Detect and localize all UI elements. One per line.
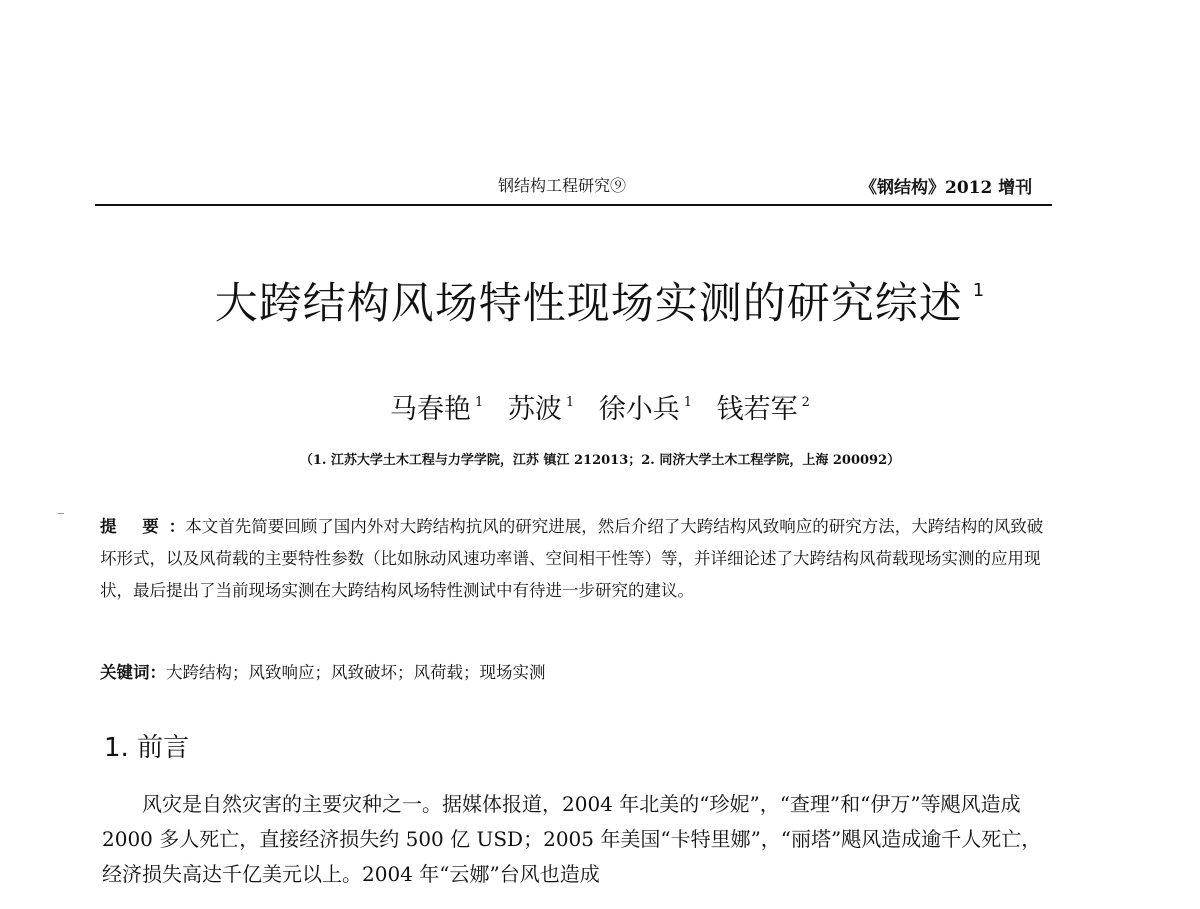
abstract-label-colon: ：: [168, 517, 186, 536]
paper-title-text: 大跨结构风场特性现场实测的研究综述: [214, 279, 963, 329]
author-name: 钱若军: [716, 394, 798, 425]
author-affiliation-mark: 1: [475, 395, 484, 410]
affiliations: （1. 江苏大学土木工程与力学学院，江苏 镇江 212013；2. 同济大学土木工程学院，上海 200092）: [299, 453, 901, 468]
keywords: [100, 659, 1050, 683]
author-affiliation-mark: 2: [801, 395, 810, 410]
author: [508, 394, 574, 425]
author-list: [0, 387, 1200, 426]
author-affiliation-mark: 1: [565, 395, 575, 410]
running-header-journal: 《钢结构》2012 增刊: [860, 178, 1033, 198]
abstract: [100, 511, 1050, 607]
running-header-series: 钢结构工程研究⑨: [498, 176, 627, 195]
paper-title: [0, 270, 1200, 331]
author: [599, 394, 692, 425]
author: [390, 394, 483, 425]
section-heading: 1. 前言: [104, 733, 190, 763]
author-name: 苏波: [507, 394, 562, 425]
keywords-text: 大跨结构；风致响应；风致破坏；风荷载；现场实测: [166, 663, 546, 682]
author-name: 徐小兵: [598, 394, 680, 425]
abstract-label: 提 要: [100, 517, 169, 536]
author: [717, 394, 810, 425]
abstract-text: 本文首先简要回顾了国内外对大跨结构抗风的研究进展，然后介绍了大跨结构风致响应的研究方法，大跨结构的风致破坏形式，以及风荷载的主要特性参数（比如脉动风速功率谱、空间相干性等）等，并详细论述了大跨结构风荷载现场实测的应用现状，最后提出了当前现场实测在大跨结构风场特性测试中有待进一步研究的建议。: [100, 517, 1044, 600]
body-paragraph: 风灾是自然灾害的主要灾种之一。据媒体报道，2004 年北美的“珍妮”，“查理”和“伊万”等飓风造成 2000 多人死亡，直接经济损失约 500 亿 USD；2005 年美国“卡特里娜”，“丽塔”飓风造成逾千人死亡，经济损失高达千亿美元以上。2004 年“云娜”台风也造成: [102, 792, 1042, 886]
scan-speck: [58, 513, 64, 514]
header-divider: [95, 204, 1052, 206]
keywords-label: 关键词：: [100, 663, 166, 682]
title-footnote-mark: 1: [972, 280, 986, 301]
author-name: 马春艳: [390, 394, 472, 425]
author-affiliation-mark: 1: [683, 395, 693, 410]
